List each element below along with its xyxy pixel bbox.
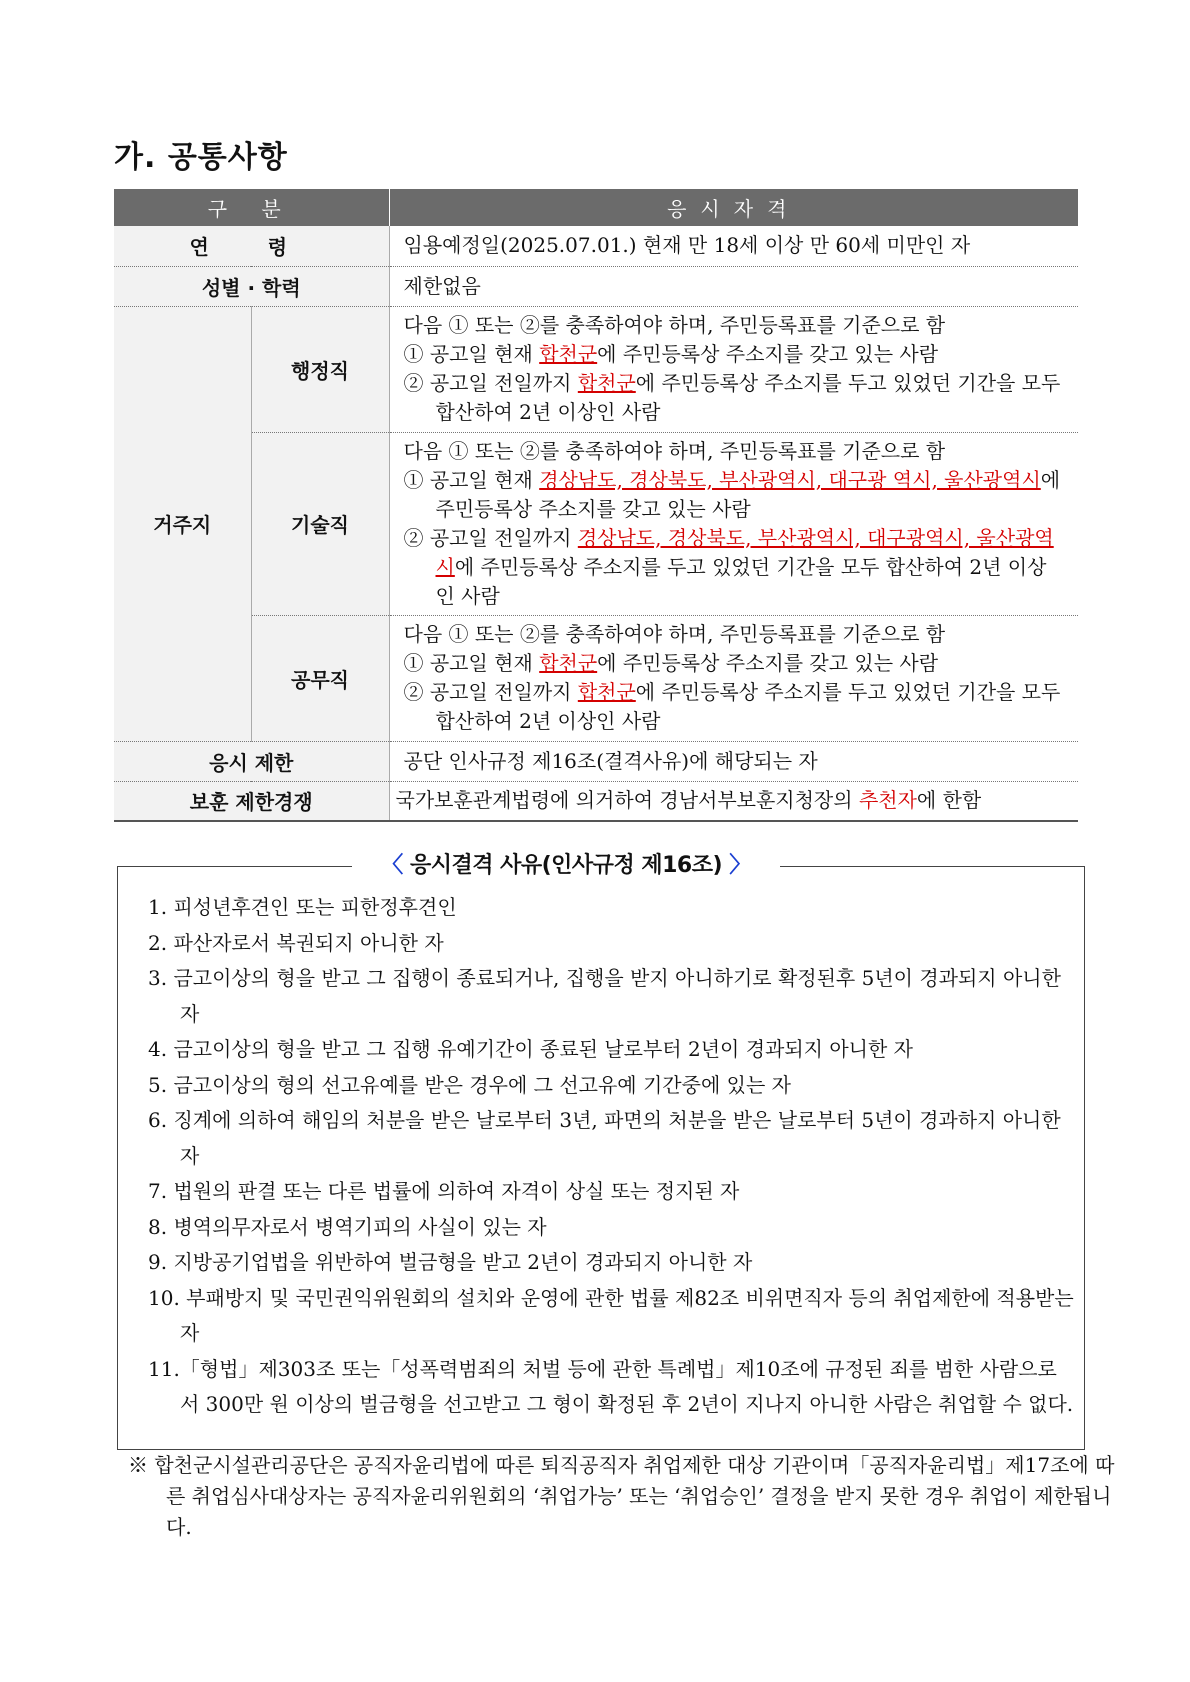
- disqualification-list: [148, 890, 1076, 1423]
- list-item: 5. 금고이상의 형의 선고유예를 받은 경우에 그 선고유예 기간중에 있는 자: [148, 1072, 791, 1097]
- service-item-1-region: 합천군: [539, 651, 598, 675]
- age-label: 연 령: [114, 226, 389, 266]
- list-item: 3. 금고이상의 형을 받고 그 집행이 종료되거나, 집행을 받지 아니하기로 확정된후 5년이 경과되지 아니한 자: [148, 966, 1061, 1026]
- veteran-value: 국가보훈관계법령에 의거하여 경남서부보훈지청장의 추천자에 한함: [389, 781, 1078, 821]
- table-row-residence-tech: [114, 432, 1078, 615]
- list-item: 8. 병역의무자로서 병역기피의 사실이 있는 자: [148, 1214, 547, 1239]
- list-item: 7. 법원의 판결 또는 다른 법률에 의하여 자격이 상실 또는 정지된 자: [148, 1179, 740, 1203]
- admin-item-1-region: 합천군: [539, 342, 598, 366]
- footnote: ※ 합천군시설관리공단은 공직자윤리법에 따른 퇴직공직자 취업제한 대상 기관이며「공직자윤리법」제17조에 따른 취업심사대상자는 공직자윤리위원회의 ‘취업가능’ 또는 ‘취업승인’ 결정을 받지 못한 경우 취업이 제한됩니다.: [128, 1453, 1115, 1539]
- list-item: 11.「형법」제303조 또는「성폭력범죄의 처벌 등에 관한 특례법」제10조에 규정된 죄를 범한 사람으로서 300만 원 이상의 벌금형을 선고받고 그 형이 확정된 후 2년이 지나지 아니한 사람은 취업할 수 없다.: [148, 1356, 1074, 1416]
- tech-label: 기술직: [251, 432, 389, 615]
- service-item-1: ① 공고일 현재 합천군에 주민등록상 주소지를 갖고 있는 사람: [403, 651, 939, 675]
- tech-item-1: ① 공고일 현재 경상남도, 경상북도, 부산광역시, 대구광 역시, 울산광역시에 주민등록상 주소지를 갖고 있는 사람: [403, 467, 1061, 521]
- list-item: 10. 부패방지 및 국민권익위원회의 설치와 운영에 관한 법률 제82조 비위면직자 등의 취업제한에 적용받는 자: [148, 1285, 1074, 1345]
- list-item: 9. 지방공기업법을 위반하여 벌금형을 받고 2년이 경과되지 아니한 자: [148, 1250, 753, 1274]
- service-item-2-region: 합천군: [577, 680, 636, 704]
- table-header-row: [114, 189, 1078, 226]
- service-label: 공무직: [251, 615, 389, 741]
- admin-label: 행정직: [251, 306, 389, 432]
- list-item: 4. 금고이상의 형을 받고 그 집행 유예기간이 종료된 날로부터 2년이 경과되지 아니한 자: [148, 1037, 913, 1061]
- tech-item-1-regions: 경상남도, 경상북도, 부산광역시, 대구광 역시, 울산광역시: [539, 467, 1041, 492]
- service-requirements: [389, 615, 1078, 741]
- list-item: 1. 피성년후견인 또는 피한정후견인: [148, 895, 457, 919]
- tech-item-2-regions: 경상남도, 경상북도, 부산광역시, 대구광역시, 울산광역시: [435, 525, 1054, 579]
- table-row-restriction: [114, 741, 1078, 781]
- admin-item-2: ② 공고일 전일까지 합천군에 주민등록상 주소지를 두고 있었던 기간을 모두 합산하여 2년 이상인 사람: [403, 371, 1061, 424]
- tech-intro: 다음 ① 또는 ②를 충족하여야 하며, 주민등록표를 기준으로 함: [403, 438, 946, 463]
- table-row-residence-admin: [114, 306, 1078, 432]
- eligibility-table: [114, 189, 1078, 822]
- table-row-residence-service: [114, 615, 1078, 741]
- service-intro: 다음 ① 또는 ②를 충족하여야 하며, 주민등록표를 기준으로 함: [403, 622, 946, 646]
- header-qualification: 응시자격: [389, 189, 1078, 226]
- section-title: 가. 공통사항: [114, 140, 288, 175]
- header-category: 구 분: [114, 189, 389, 226]
- list-item: 6. 징계에 의하여 해임의 처분을 받은 날로부터 3년, 파면의 처분을 받은 날로부터 5년이 경과하지 아니한 자: [148, 1108, 1061, 1168]
- restriction-label: 응시 제한: [114, 741, 389, 781]
- list-item: 2. 파산자로서 복권되지 아니한 자: [148, 930, 444, 955]
- table-row-age: [114, 226, 1078, 266]
- service-item-2: ② 공고일 전일까지 합천군에 주민등록상 주소지를 두고 있었던 기간을 모두 합산하여 2년 이상인 사람: [403, 680, 1061, 733]
- table-row-veteran: [114, 781, 1078, 821]
- table-row-gender-education: [114, 266, 1078, 306]
- admin-item-2-region: 합천군: [577, 371, 636, 395]
- gender-education-label: 성별 · 학력: [114, 266, 389, 306]
- tech-item-2: ② 공고일 전일까지 경상남도, 경상북도, 부산광역시, 대구광역시, 울산광역시에 주민등록상 주소지를 두고 있었던 기간을 모두 합산하여 2년 이상인 사람: [403, 525, 1054, 608]
- tech-requirements: [389, 432, 1078, 615]
- admin-item-1: ① 공고일 현재 합천군에 주민등록상 주소지를 갖고 있는 사람: [403, 342, 939, 366]
- residence-label: 거주지: [114, 306, 251, 741]
- admin-requirements: [389, 306, 1078, 432]
- veteran-recommended: 추천자: [858, 788, 917, 813]
- restriction-value: 공단 인사규정 제16조(결격사유)에 해당되는 자: [389, 741, 1078, 781]
- gender-education-value: 제한없음: [389, 266, 1078, 306]
- age-value: 임용예정일(2025.07.01.) 현재 만 18세 이상 만 60세 미만인 자: [389, 226, 1078, 266]
- admin-intro: 다음 ① 또는 ②를 충족하여야 하며, 주민등록표를 기준으로 함: [403, 313, 946, 337]
- veteran-label: 보훈 제한경쟁: [114, 781, 389, 821]
- disqualification-title: 〈 응시결격 사유(인사규정 제16조) 〉: [352, 848, 780, 879]
